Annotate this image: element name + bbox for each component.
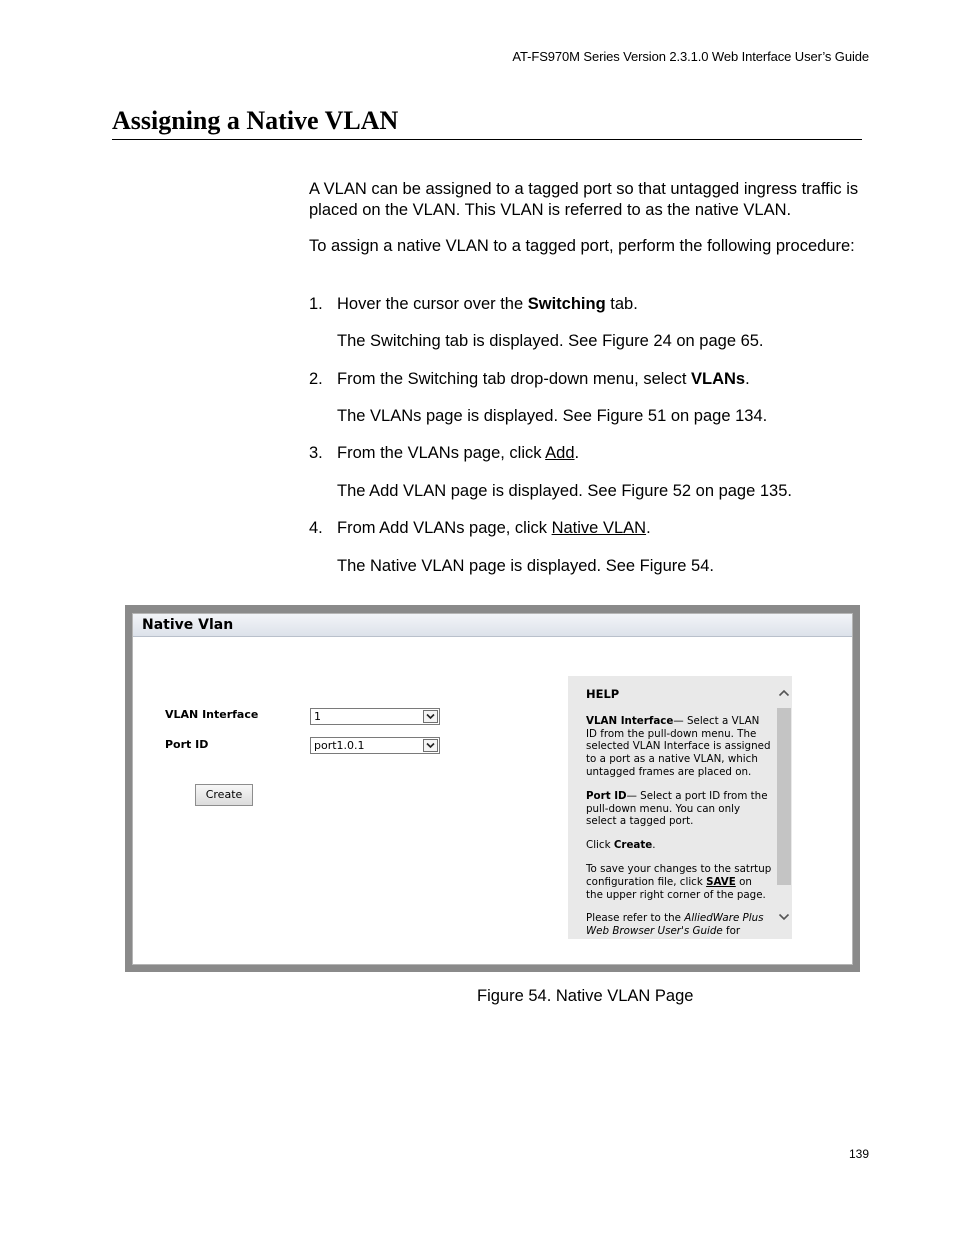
step-2-result: The VLANs page is displayed. See Figure 51 on page 134.: [337, 407, 768, 425]
step-number: 1.: [309, 295, 323, 313]
port-id-value: port1.0.1: [314, 739, 365, 752]
panel-title: Native Vlan: [133, 614, 852, 637]
help-term: Create: [613, 839, 653, 852]
vlan-interface-select[interactable]: [310, 708, 440, 725]
step-3-result: The Add VLAN page is displayed. See Figure 52 on page 135.: [337, 482, 792, 500]
help-term: VLAN Interface: [586, 714, 674, 727]
help-save: [586, 863, 772, 901]
step-3: [309, 443, 579, 464]
help-text: on the upper right corner of the page.: [586, 875, 766, 901]
help-port-id: [586, 790, 772, 828]
step-link: Native VLAN: [551, 519, 647, 537]
section-title: Assigning a Native VLAN: [112, 106, 399, 135]
step-4-result: The Native VLAN page is displayed. See Figure 54.: [337, 557, 714, 575]
step-text: From the Switching tab drop-down menu, select: [337, 370, 692, 388]
help-text: — Select a port ID from the pull-down menu. You can only select a tagged port.: [586, 789, 768, 828]
step-number: 4.: [309, 519, 323, 537]
help-content: [586, 688, 772, 939]
step-text: Hover the cursor over the: [337, 295, 528, 313]
scrollbar-thumb[interactable]: [777, 708, 791, 885]
figure-screenshot: [125, 605, 860, 972]
vlan-interface-label: VLAN Interface: [165, 708, 259, 721]
help-text: Please refer to the: [586, 912, 685, 925]
step-text-end: .: [574, 444, 580, 462]
step-4: [309, 518, 651, 539]
step-emphasis: Switching: [527, 295, 606, 313]
page-number: 139: [849, 1147, 870, 1161]
save-link[interactable]: SAVE: [706, 875, 736, 888]
help-click-create: [586, 839, 772, 852]
help-vlan-interface: [586, 715, 772, 779]
help-panel: [568, 676, 792, 939]
step-emphasis: VLANs: [691, 370, 746, 388]
help-term: Port ID: [586, 789, 627, 802]
help-text: .: [652, 839, 656, 852]
step-text-end: tab.: [605, 295, 638, 313]
help-refer: [586, 912, 772, 938]
port-id-label: Port ID: [165, 738, 209, 751]
help-title: HELP: [586, 687, 620, 701]
help-guide-title: AlliedWare Plus Web Browser User's Guide: [586, 912, 764, 938]
step-2: [309, 369, 750, 390]
step-text-end: .: [646, 519, 651, 537]
step-text-end: .: [745, 370, 750, 388]
running-header: AT-FS970M Series Version 2.3.1.0 Web Interface User’s Guide: [512, 49, 869, 64]
chevron-down-icon: [423, 739, 438, 752]
step-number: 3.: [309, 444, 323, 462]
port-id-select[interactable]: [310, 737, 440, 754]
create-button[interactable]: Create: [195, 784, 253, 806]
vlan-interface-value: 1: [314, 710, 321, 723]
step-1: [309, 294, 638, 315]
intro-paragraph-1: A VLAN can be assigned to a tagged port so that untagged ingress traffic is placed on the VLAN. This VLAN is referred to as the native VLAN.: [309, 180, 859, 219]
step-text: From the VLANs page, click: [337, 444, 546, 462]
chevron-up-icon[interactable]: [778, 688, 790, 698]
help-text: — Select a VLAN ID from the pull-down menu. The selected VLAN Interface is assigned to a port as a native VLAN, which untagged frames are placed on.: [586, 714, 771, 778]
step-link: Add: [545, 444, 575, 462]
step-text: From Add VLANs page, click: [337, 519, 552, 537]
step-1-result: The Switching tab is displayed. See Figure 24 on page 65.: [337, 332, 764, 350]
figure-caption: Figure 54. Native VLAN Page: [477, 987, 694, 1005]
help-scrollbar[interactable]: [776, 676, 792, 939]
help-text: for: [722, 925, 741, 938]
step-number: 2.: [309, 370, 323, 388]
chevron-down-icon[interactable]: [778, 912, 790, 922]
help-text: Click: [586, 839, 614, 852]
help-text: To save your changes to the satrtup configuration file, click: [586, 862, 772, 888]
intro-paragraph-2: To assign a native VLAN to a tagged port, perform the following procedure:: [309, 237, 855, 255]
native-vlan-panel: [132, 613, 853, 965]
title-rule: [112, 139, 862, 140]
chevron-down-icon: [423, 710, 438, 723]
